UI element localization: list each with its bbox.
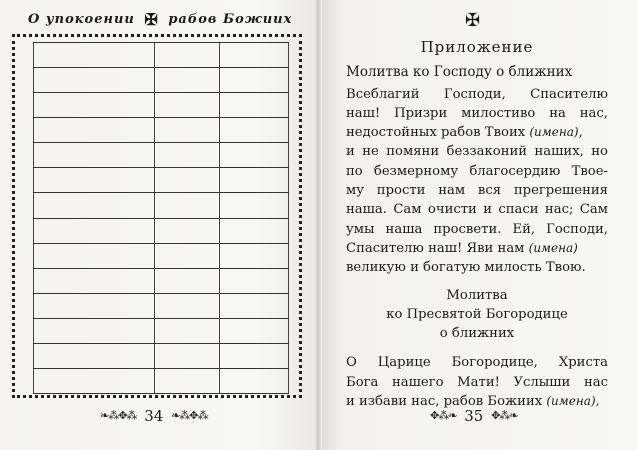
- prayer2-line: О Царице Богородице, Христа: [346, 355, 608, 371]
- left-page-header: [28, 10, 293, 29]
- names-note: (имена): [528, 240, 578, 255]
- prayer1-line: великую и богатую милость Твою.: [346, 260, 586, 276]
- page-heading: Приложение: [420, 38, 534, 56]
- right-page-footer: [430, 407, 590, 427]
- prayer1-title: Молитва ко Господу о ближних: [346, 64, 573, 81]
- prayer1-line: Спасителю наш! Яви нам (имена): [346, 240, 578, 256]
- table-row-line: [33, 67, 289, 68]
- prayer1-line: му прости нам вся прегрешения: [346, 183, 608, 199]
- table-row-line: [33, 368, 289, 369]
- ornament-icon: ❧⁂✥⁂: [100, 409, 137, 422]
- table-row-line: [33, 393, 289, 394]
- prayer1-line: по безмерному благосердию Твое-: [346, 163, 608, 179]
- header-left-text: О упокоении: [28, 12, 135, 27]
- table-row-line: [33, 142, 289, 143]
- prayer1-line: наша. Сам очисти и спаси нас; Сам: [346, 202, 608, 218]
- prayer2-title-line: ко Пресвятой Богородице: [386, 306, 568, 322]
- left-page-footer: [100, 407, 300, 427]
- prayer1-line: умы наша просвети. Ей, Господи,: [346, 221, 608, 237]
- names-table-grid: [33, 42, 289, 394]
- prayer1-line: и не помяни беззаконий наших, но: [346, 144, 608, 160]
- table-row-line: [33, 92, 289, 93]
- ornament-icon-right: ❧⁂✥⁂: [171, 409, 208, 422]
- table-row-line: [33, 192, 289, 193]
- table-row-line: [33, 343, 289, 344]
- prayer1-line: наш! Призри милостиво на нас,: [346, 105, 608, 121]
- prayer2-title-line: Молитва: [446, 287, 508, 303]
- orthodox-cross-icon: ✠: [144, 10, 159, 29]
- prayer2-line: Бога нашего Мати! Услыши нас: [346, 374, 608, 390]
- book-gutter: [314, 0, 322, 450]
- table-row-line: [33, 268, 289, 269]
- table-row-line: [33, 218, 289, 219]
- prayer2-title: [346, 286, 608, 344]
- table-row-line: [33, 167, 289, 168]
- table-row-line: [33, 243, 289, 244]
- names-note: (имена),: [546, 394, 600, 409]
- table-row-line: [33, 42, 289, 43]
- prayer2-title-line: о ближних: [439, 326, 515, 342]
- ornament-icon: ✥⁂❧: [430, 409, 457, 422]
- prayer1-line: Всеблагий Господи, Спасителю: [346, 86, 608, 102]
- prayer1-line: недостойных рабов Твоих (имена),: [346, 125, 583, 141]
- prayer2-body: [346, 353, 608, 411]
- table-row-line: [33, 117, 289, 118]
- header-right-text: рабов Божиих: [168, 12, 293, 27]
- orthodox-cross-icon: ✠: [465, 10, 481, 31]
- prayer2-line: и избави нас, рабов Божиих (имена),: [346, 394, 600, 410]
- prayer1-body: [346, 85, 608, 278]
- table-row-line: [33, 318, 289, 319]
- right-page-text: [346, 38, 608, 411]
- page-number-right: 35: [464, 407, 484, 425]
- names-note: (имена): [529, 125, 579, 140]
- table-row-line: [33, 293, 289, 294]
- ornament-icon-right: ✥⁂❧: [491, 409, 518, 422]
- page-number-left: 34: [144, 407, 164, 425]
